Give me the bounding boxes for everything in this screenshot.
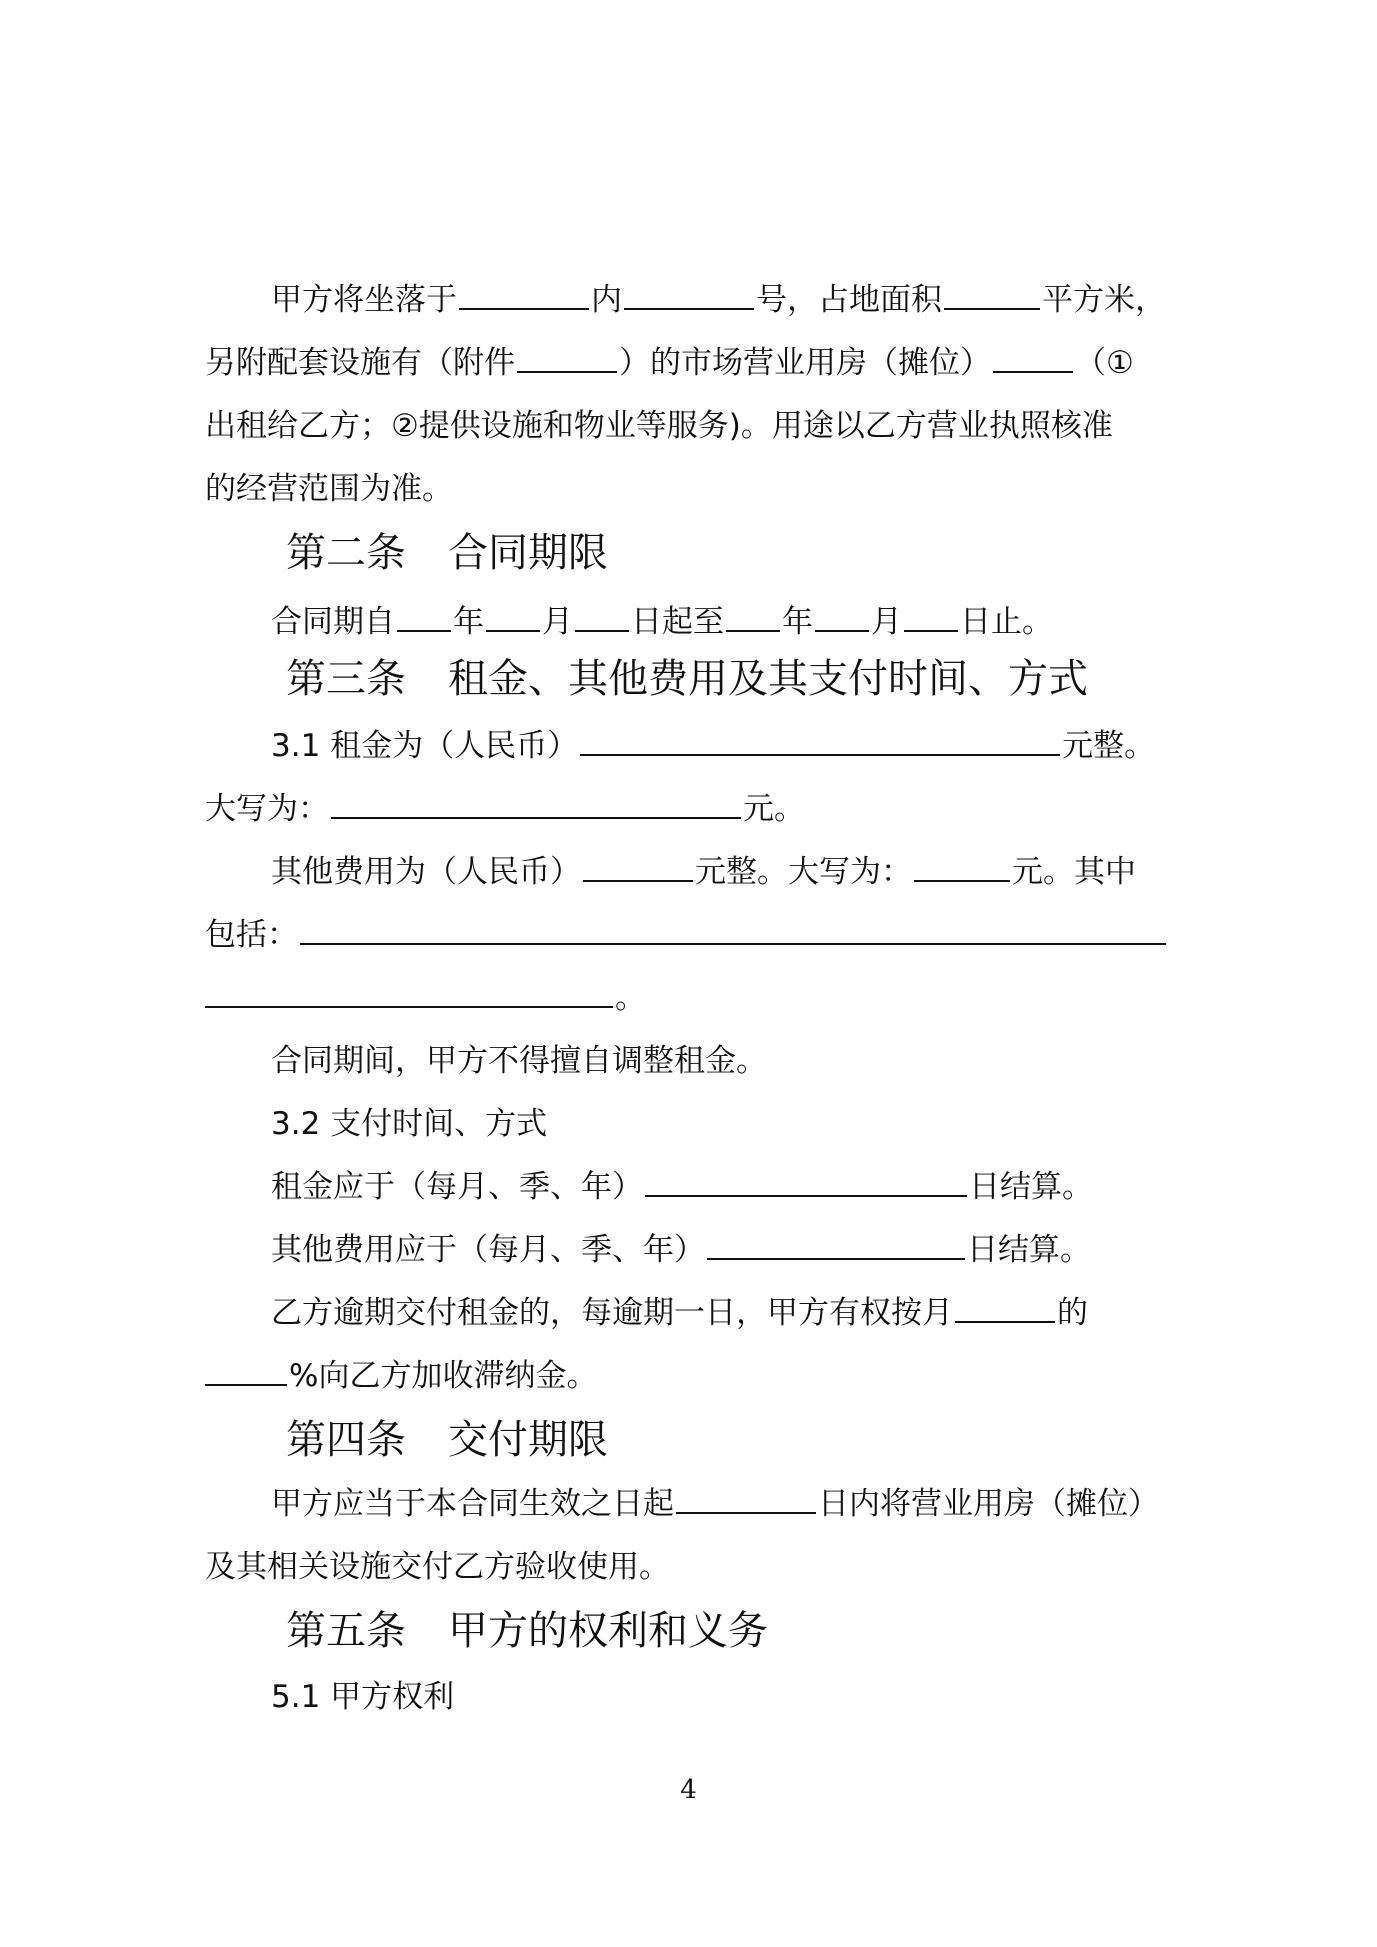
- blank-delivery-days[interactable]: [676, 1482, 816, 1514]
- text: 其他费用应于（每月、季、年）: [271, 1232, 705, 1268]
- text: 元。: [743, 791, 805, 827]
- text: 甲方应当于本合同生效之日起: [271, 1486, 674, 1522]
- article-title: 合同期限: [448, 530, 608, 576]
- blank-rent-words[interactable]: [331, 787, 741, 819]
- blank-rent-settle[interactable]: [645, 1165, 967, 1197]
- clause1-line4: 的经营范围为准。: [205, 471, 453, 507]
- text: （①: [1075, 345, 1134, 381]
- blank-start-day[interactable]: [575, 600, 629, 632]
- clause1-line1: [271, 268, 1190, 332]
- article3-rent-settle: [271, 1155, 1190, 1219]
- text: 日结算。: [969, 1169, 1093, 1205]
- blank-start-month[interactable]: [486, 600, 540, 632]
- blank-end-year[interactable]: [726, 600, 780, 632]
- clause1-line2: [205, 331, 1190, 395]
- blank-other-settle[interactable]: [707, 1228, 965, 1260]
- article3-late-fee-line1: [271, 1281, 1190, 1345]
- blank-other-fee-words[interactable]: [914, 850, 1010, 882]
- blank-includes-line2[interactable]: [205, 976, 613, 1008]
- text: 另附配套设施有（附件: [205, 345, 515, 381]
- blank-rent-amount[interactable]: [580, 724, 1060, 756]
- blank-area[interactable]: [944, 278, 1040, 310]
- article-title: 交付期限: [448, 1417, 608, 1463]
- article3-no-adjust: 合同期间，甲方不得擅自调整租金。: [271, 1043, 767, 1079]
- text: 。: [615, 980, 646, 1016]
- article3-payment-heading: 3.2 支付时间、方式: [271, 1106, 548, 1142]
- text: 包括：: [205, 917, 298, 953]
- blank-other-fee-amount[interactable]: [583, 850, 693, 882]
- text: 日结算。: [967, 1232, 1091, 1268]
- article4-heading: [286, 1408, 608, 1472]
- article5-sub: 5.1 甲方权利: [271, 1679, 455, 1715]
- blank-includes-line1[interactable]: [300, 913, 1166, 945]
- text: 年: [453, 604, 484, 640]
- article4-line2: 及其相关设施交付乙方验收使用。: [205, 1549, 670, 1585]
- article3-heading: [286, 647, 1088, 711]
- article3-other-settle: [271, 1218, 1190, 1282]
- article3-late-fee-line2: [205, 1344, 1190, 1408]
- blank-attachment[interactable]: [517, 341, 617, 373]
- article3-other-fees: [271, 840, 1190, 904]
- article3-rent-words: [205, 777, 1190, 841]
- text: 日止。: [960, 604, 1053, 640]
- clause1-line3: 出租给乙方；②提供设施和物业等服务)。用途以乙方营业执照核准: [205, 408, 1113, 444]
- blank-end-month[interactable]: [815, 600, 869, 632]
- text: 月: [542, 604, 573, 640]
- article3-includes-continued: [205, 966, 1190, 1030]
- text: 元整。: [1062, 728, 1156, 764]
- text: 号，占地面积: [756, 282, 942, 318]
- blank-late-fee-base[interactable]: [955, 1291, 1055, 1323]
- text: 3.1 租金为（人民币）: [271, 728, 579, 764]
- blank-end-day[interactable]: [904, 600, 958, 632]
- text: ）的市场营业用房（摊位）: [619, 345, 991, 381]
- blank-location[interactable]: [459, 278, 589, 310]
- text: 平方米，: [1042, 282, 1166, 318]
- article-number: 第二条: [286, 530, 406, 576]
- text: %向乙方加收滞纳金。: [289, 1358, 598, 1394]
- text: 的: [1057, 1295, 1088, 1331]
- article-number: 第四条: [286, 1417, 406, 1463]
- article4-line1: [271, 1472, 1190, 1536]
- text: 元。其中: [1012, 854, 1136, 890]
- page-number: 4: [680, 1775, 697, 1805]
- text: 日起至: [631, 604, 724, 640]
- article2-term: [271, 590, 1190, 654]
- article-title: 租金、其他费用及其支付时间、方式: [448, 656, 1088, 702]
- article-number: 第五条: [286, 1608, 406, 1654]
- text: 合同期自: [271, 604, 395, 640]
- text: 甲方将坐落于: [271, 282, 457, 318]
- text: 年: [782, 604, 813, 640]
- text: 租金应于（每月、季、年）: [271, 1169, 643, 1205]
- text: 月: [871, 604, 902, 640]
- text: 元整。大写为：: [695, 854, 912, 890]
- article2-heading: [286, 521, 608, 585]
- blank-start-year[interactable]: [397, 600, 451, 632]
- text: 大写为：: [205, 791, 329, 827]
- text: 日内将营业用房（摊位）: [818, 1486, 1159, 1522]
- article-title: 甲方的权利和义务: [448, 1608, 768, 1654]
- article3-includes: [205, 903, 1190, 967]
- blank-late-fee-percent[interactable]: [205, 1354, 287, 1386]
- article5-heading: [286, 1599, 768, 1663]
- blank-number[interactable]: [624, 278, 754, 310]
- article3-rent: [271, 714, 1190, 778]
- text: 其他费用为（人民币）: [271, 854, 581, 890]
- blank-option[interactable]: [993, 341, 1073, 373]
- text: 乙方逾期交付租金的，每逾期一日，甲方有权按月: [271, 1295, 953, 1331]
- text: 内: [591, 282, 622, 318]
- article-number: 第三条: [286, 656, 406, 702]
